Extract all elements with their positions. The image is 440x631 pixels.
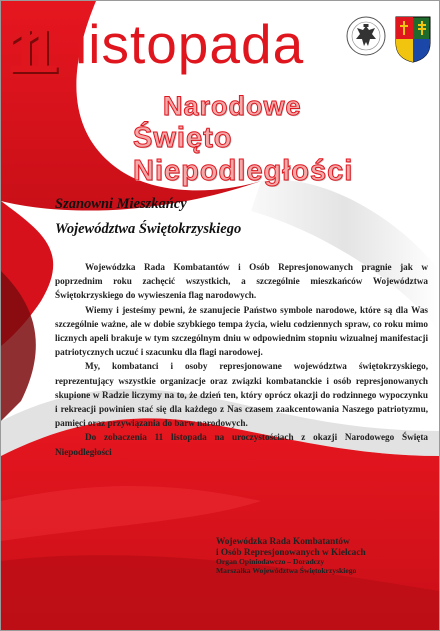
polish-eagle-emblem-icon bbox=[346, 15, 386, 57]
greeting-line1: Szanowni Mieszkańcy bbox=[55, 196, 187, 212]
paragraph-4: Do zobaczenia 11 listopada na uroczystościach z okazji Narodowego Święta Niepodległości bbox=[55, 432, 428, 457]
signature-line4: Marszałka Województwa Świętokrzyskiego bbox=[216, 566, 357, 576]
holiday-title-line1: Narodowe bbox=[163, 91, 302, 121]
greeting-line2: Województwa Świętokrzyskiego bbox=[55, 221, 242, 237]
letter-body bbox=[55, 260, 428, 459]
paragraph-2: Wiemy i jesteśmy pewni, że szanujecie Państwo symbole narodowe, które są dla Was szczególnie ważne, ale w dobie szybkiego tempa życia, wielu codziennych spraw, co roku mimo licznych apeli brakuje w tym szczególnym dniu w odpowiednim stopniu wizualnej manifestacji patriotycznych uczuć i szacunku dla flagi narodowej. bbox=[55, 304, 428, 358]
swietokrzyskie-coat-of-arms-icon bbox=[394, 15, 432, 63]
signature-line2: i Osób Represjonowanych w Kielcach bbox=[216, 547, 366, 558]
holiday-title-line2: Święto Niepodległości bbox=[133, 122, 354, 187]
date-day: 11 bbox=[7, 17, 45, 86]
paragraph-3: My, kombatanci i osoby represjonowane województwa świętokrzyskiego, reprezentujący wszystkie organizacje oraz związki kombatanckie i osób represjonowanych skupione w Radzie liczymy na to, że dzień ten, który oprócz okazji do rodzinnego wypoczynku i rekreacji powinien stać się dla każdego z Nas czasem zaakcentowania Naszego patriotyzmu, pamięci oraz przywiązania do barw narodowych. bbox=[55, 361, 428, 429]
paragraph-1: Wojewódzka Rada Kombatantów i Osób Represjonowanych pragnie jak w poprzednim roku zachęcić wszystkich, a szczególnie mieszkańców Województwa Świętokrzyskiego do wywieszenia flag narodowych. bbox=[55, 262, 428, 301]
signature-block bbox=[216, 537, 366, 576]
date-month: listopada bbox=[75, 13, 305, 75]
signature-line1: Wojewódzka Rada Kombatantów bbox=[216, 537, 350, 547]
signature-line3: Organ Opiniodawczo – Doradczy bbox=[216, 557, 325, 567]
